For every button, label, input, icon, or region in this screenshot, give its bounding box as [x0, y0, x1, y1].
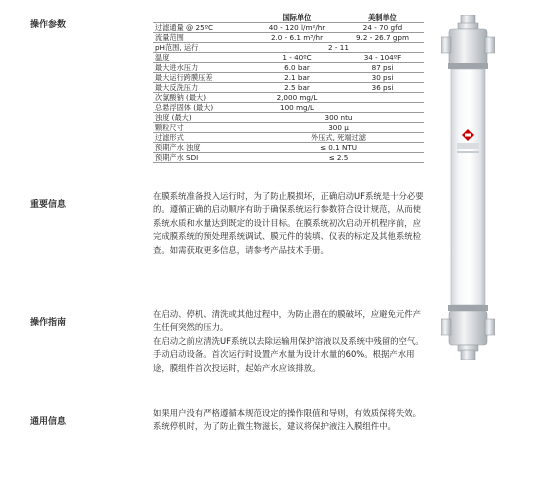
- table-row: [153, 73, 424, 83]
- row-label: 最大进水压力: [153, 63, 253, 73]
- section-label-important-info: 重要信息: [30, 200, 67, 210]
- section-label-operating-guide: 操作指南: [30, 318, 67, 328]
- row-us-value: 87 psi: [341, 63, 424, 73]
- table-row: [153, 123, 424, 133]
- row-label: pH范围, 运行: [153, 43, 253, 53]
- table-header-us: 美制单位: [368, 12, 397, 22]
- row-label: 温度: [153, 53, 253, 63]
- table-row: [153, 23, 424, 33]
- row-us-value: [341, 93, 424, 103]
- table-row: [153, 133, 424, 143]
- operating-params-table: [153, 12, 424, 163]
- guide-paragraph-1: 在启动、停机、清洗或其他过程中，为防止潜在的膜破坏，应避免元件产生任何突然的压力。: [153, 309, 421, 333]
- row-si-value: 6.0 bar: [253, 63, 341, 73]
- row-label: 过滤通量 @ 25ºC: [153, 23, 253, 33]
- guide-paragraph-2: 在启动之前应清洗UF系统以去除运输用保护溶液以及系统中残留的空气。手动启动设备。首次运行时设置产水量为设计水量的60%。根据产水用途，膜组件首次投运时，起始产水应该排放。: [153, 335, 424, 373]
- row-si-value: 2.1 bar: [253, 73, 341, 83]
- important-info-paragraph: 在膜系统准备投入运行时，为了防止膜损坏，正确启动UF系统是十分必要的。遵循正确的启动顺序有助于确保系统运行参数符合设计规范，从而使系统水质和水量达到既定的设计目标。在膜系统初次启动开机程序前，应完成膜系统的预处理系统调试、膜元件的装填、仪表的标定及其他系统检查。如需获取更多信息，请参考产品技术手册。: [153, 191, 424, 255]
- row-us-value: 9.2 - 26.7 gpm: [341, 33, 424, 43]
- table-header-label: [153, 12, 253, 23]
- table-row: [153, 143, 424, 153]
- row-us-value: 24 - 70 gfd: [341, 23, 424, 33]
- row-si-value: 2.0 - 6.1 m³/hr: [253, 33, 341, 43]
- row-si-value: 2.5 bar: [253, 83, 341, 93]
- row-label: 浊度 (最大): [153, 113, 253, 123]
- row-merged-value: 300 ntu: [253, 113, 424, 123]
- row-us-value: 34 - 104ºF: [341, 53, 424, 63]
- table-row: [153, 103, 424, 113]
- row-si-value: 100 mg/L: [253, 103, 341, 113]
- table-header-row: [153, 12, 424, 23]
- table-row: [153, 93, 424, 103]
- row-label: 最大反洗压力: [153, 83, 253, 93]
- table-row: [153, 83, 424, 93]
- row-si-value: 40 - 120 l/m²/hr: [253, 23, 341, 33]
- important-info-text: [153, 190, 428, 257]
- row-label: 预期产水 SDI: [153, 153, 253, 163]
- row-label: 总悬浮固体 (最大): [153, 103, 253, 113]
- table-row: [153, 63, 424, 73]
- row-us-value: 36 psi: [341, 83, 424, 93]
- table-row: [153, 113, 424, 123]
- section-label-operating-params: 操作参数: [30, 20, 67, 30]
- general-paragraph-1: 如果用户没有严格遵循本规范设定的操作限值和导则，有效质保将失效。: [153, 408, 421, 418]
- row-label: 颗粒尺寸: [153, 123, 253, 133]
- table-row: [153, 33, 424, 43]
- operating-guide-text: [153, 308, 428, 375]
- row-label: 次氯酸钠 (最大): [153, 93, 253, 103]
- row-merged-value: 2 - 11: [253, 43, 424, 53]
- row-label: 过滤形式: [153, 133, 253, 143]
- general-paragraph-2: 系统停机时，为了防止微生物滋长，建议将保护液注入膜组件中。: [153, 421, 396, 432]
- table-row: [153, 53, 424, 63]
- row-label: 最大运行跨膜压差: [153, 73, 253, 83]
- row-si-value: 1 - 40ºC: [253, 53, 341, 63]
- row-label: 流量范围: [153, 33, 253, 43]
- row-merged-value: ≤ 2.5: [253, 153, 424, 163]
- row-merged-value: ≤ 0.1 NTU: [253, 143, 424, 153]
- row-us-value: [341, 103, 424, 113]
- row-label: 预期产水 浊度: [153, 143, 253, 153]
- table-row: [153, 43, 424, 53]
- row-merged-value: 外压式, 死端过滤: [253, 133, 424, 143]
- section-label-general-info: 通用信息: [30, 417, 67, 427]
- uf-module-image: [441, 15, 495, 360]
- row-merged-value: 300 µ: [253, 123, 424, 133]
- row-us-value: 30 psi: [341, 73, 424, 83]
- table-row: [153, 153, 424, 163]
- table-header-si: 国际单位: [282, 12, 312, 22]
- general-info-text: [153, 407, 428, 434]
- row-si-value: 2,000 mg/L: [253, 93, 341, 103]
